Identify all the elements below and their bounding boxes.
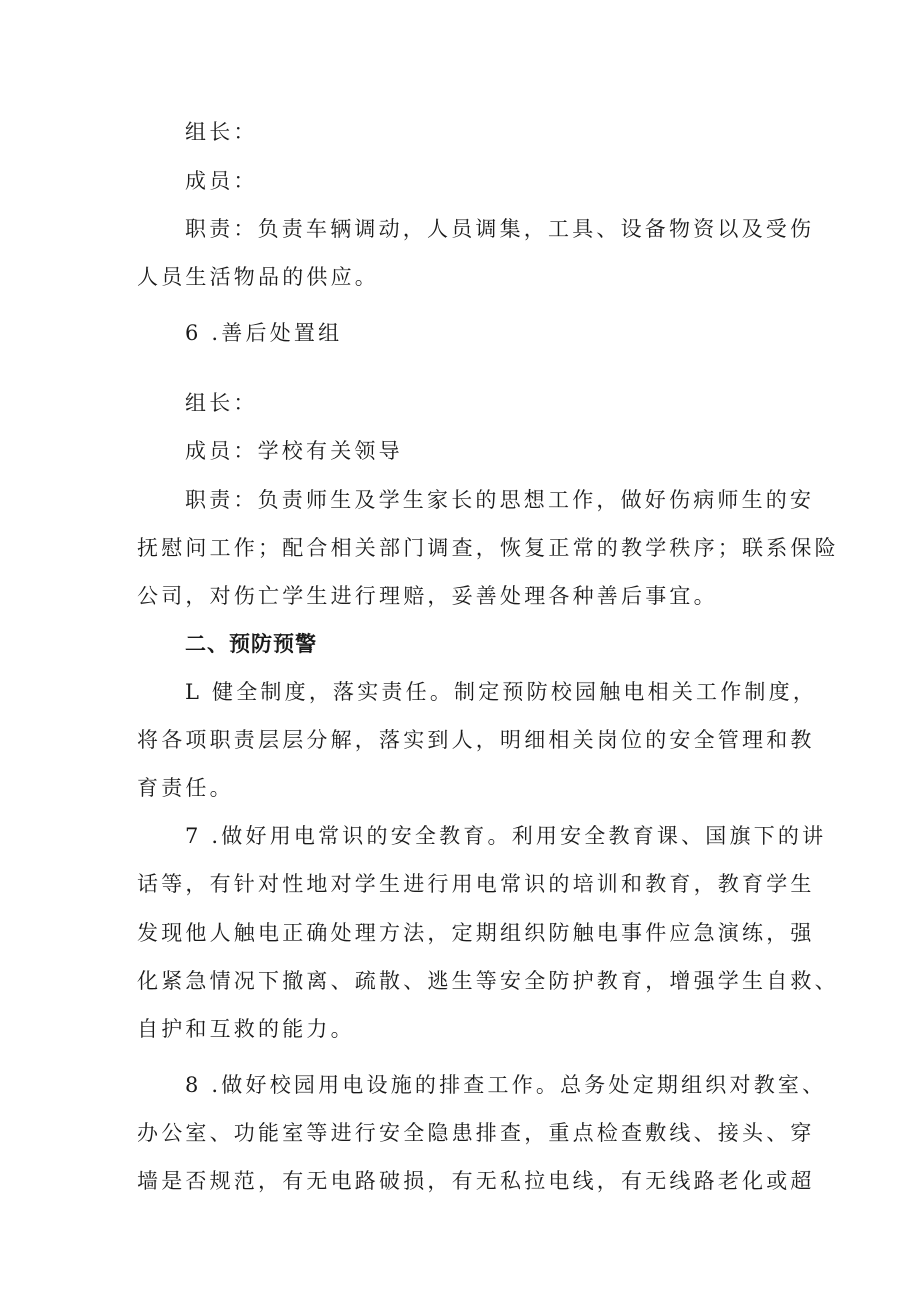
team-leader-label: 组长：	[185, 391, 258, 415]
duty-paragraph-line: 公司，对伤亡学生进行理赔，妥善处理各种善后事宜。	[137, 584, 718, 608]
team-leader-label: 组长：	[185, 120, 258, 144]
duty-paragraph-line: 抚慰问工作；配合相关部门调查，恢复正常的教学秩序；联系保险	[137, 536, 839, 560]
team-members-label: 成员：学校有关领导	[185, 439, 403, 463]
section-heading-aftermath-team: 6 .善后处置组	[185, 321, 343, 345]
paragraph-line: 发现他人触电正确处理方法，定期组织防触电事件应急演练，强	[137, 921, 815, 945]
paragraph-line: 8 .做好校园用电设施的排查工作。总务处定期组织对教室、	[185, 1073, 827, 1097]
duty-paragraph-line: 职责：负责车辆调动，人员调集，工具、设备物资以及受伤	[185, 217, 815, 241]
paragraph-line: 话等，有针对性地对学生进行用电常识的培训和教育，教育学生	[137, 872, 815, 896]
paragraph-line: 将各项职责层层分解，落实到人，明细相关岗位的安全管理和教	[137, 728, 815, 752]
team-members-label: 成员：	[185, 169, 258, 193]
paragraph-line: 墙是否规范，有无电路破损，有无私拉电线，有无线路老化或超	[137, 1169, 815, 1193]
duty-paragraph-line: 人员生活物品的供应。	[137, 265, 379, 289]
duty-paragraph-line: 职责：负责师生及学生家长的思想工作，做好伤病师生的安	[185, 488, 815, 512]
paragraph-line: 7 .做好用电常识的安全教育。利用安全教育课、国旗下的讲	[185, 824, 827, 848]
paragraph-line: 自护和互救的能力。	[137, 1017, 355, 1041]
paragraph-line: 化紧急情况下撤离、疏散、逃生等安全防护教育，增强学生自救、	[137, 969, 839, 993]
paragraph-line: L 健全制度，落实责任。制定预防校园触电相关工作制度，	[185, 680, 818, 704]
paragraph-line: 育责任。	[137, 776, 234, 800]
section-heading-prevention: 二、预防预警	[185, 632, 317, 656]
paragraph-line: 办公室、功能室等进行安全隐患排查，重点检查敷线、接头、穿	[137, 1121, 815, 1145]
